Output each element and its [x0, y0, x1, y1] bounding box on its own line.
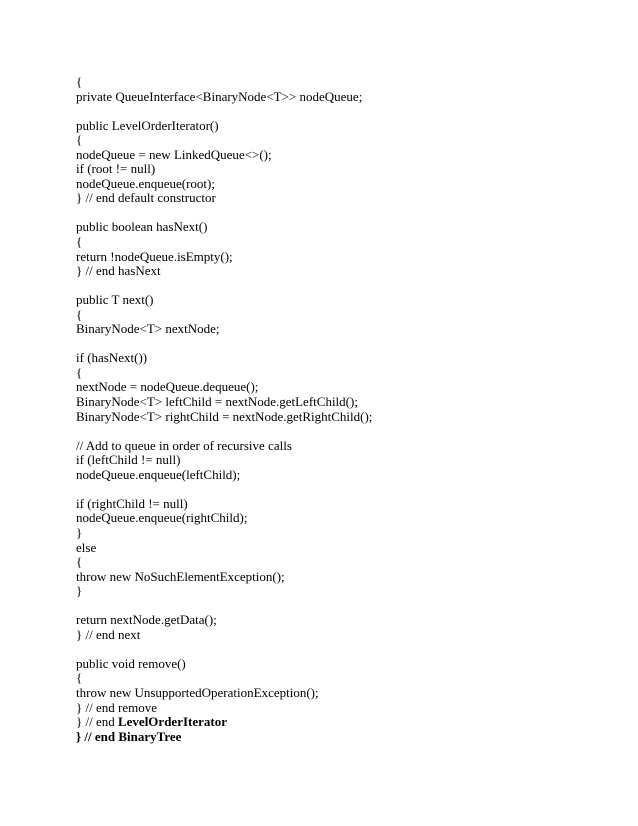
code-listing	[76, 75, 596, 744]
blank-line	[76, 599, 596, 614]
code-line: if (hasNext())	[76, 350, 148, 366]
code-line: else	[76, 539, 97, 555]
code-line: return !nodeQueue.isEmpty();	[76, 248, 233, 264]
blank-line	[76, 104, 596, 119]
code-line: } // end hasNext	[76, 263, 161, 279]
code-line: {	[76, 364, 83, 380]
end-tree-line: } // end BinaryTree	[76, 728, 182, 744]
code-line: if (leftChild != null)	[76, 452, 181, 468]
end-iterator-name: LevelOrderIterator	[117, 714, 227, 730]
code-line: BinaryNode<T> nextNode;	[76, 321, 220, 337]
code-line: {	[76, 670, 83, 686]
code-line: } // end default constructor	[76, 190, 216, 206]
blank-line	[76, 482, 596, 497]
blank-line	[76, 642, 596, 657]
blank-line	[76, 424, 596, 439]
end-iterator-prefix: } // end	[76, 714, 118, 730]
code-line: public LevelOrderIterator()	[76, 117, 219, 133]
code-line: nodeQueue.enqueue(leftChild);	[76, 466, 241, 482]
code-line: public boolean hasNext()	[76, 219, 208, 235]
code-line: {	[76, 74, 83, 89]
code-line: } // end next	[76, 626, 141, 642]
code-line: {	[76, 234, 83, 250]
blank-line	[76, 206, 596, 221]
code-line: nodeQueue = new LinkedQueue<>();	[76, 146, 272, 162]
blank-line	[76, 337, 596, 352]
code-line: private QueueInterface<BinaryNode<T>> nodeQueue;	[76, 88, 363, 104]
end-iterator-line	[76, 715, 596, 730]
code-line: throw new NoSuchElementException();	[76, 568, 285, 584]
code-line: public T next()	[76, 292, 154, 308]
blank-line	[76, 279, 596, 294]
code-line: // Add to queue in order of recursive calls	[76, 437, 292, 453]
code-line: } // end remove	[76, 699, 157, 715]
code-line: BinaryNode<T> leftChild = nextNode.getLeftChild();	[76, 394, 358, 410]
code-line: }	[76, 524, 83, 540]
code-line: public void remove()	[76, 655, 186, 671]
code-line: {	[76, 554, 83, 570]
code-line: if (root != null)	[76, 161, 156, 177]
code-line: return nextNode.getData();	[76, 612, 217, 628]
code-line: {	[76, 132, 83, 148]
code-line: if (rightChild != null)	[76, 495, 188, 511]
code-line: nodeQueue.enqueue(root);	[76, 175, 215, 191]
code-line: nodeQueue.enqueue(rightChild);	[76, 510, 248, 526]
code-line: throw new UnsupportedOperationException();	[76, 684, 319, 700]
code-line: BinaryNode<T> rightChild = nextNode.getRightChild();	[76, 408, 373, 424]
code-line: }	[76, 583, 83, 599]
code-line: {	[76, 306, 83, 322]
code-line: nextNode = nodeQueue.dequeue();	[76, 379, 259, 395]
